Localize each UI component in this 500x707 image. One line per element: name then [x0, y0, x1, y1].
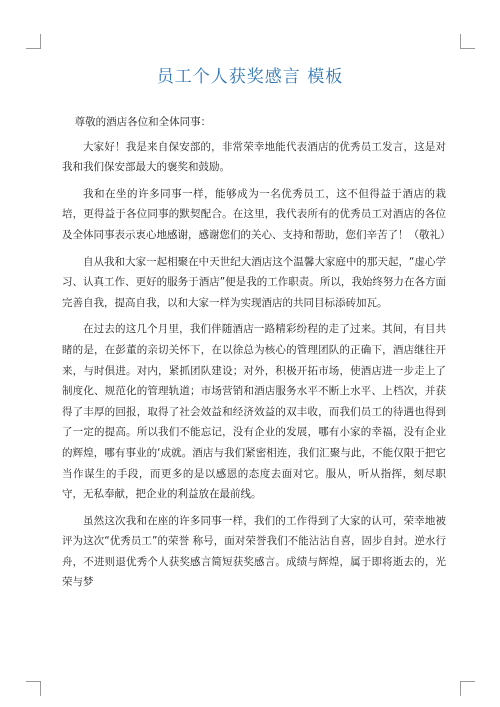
salutation: 尊敬的酒店各位和全体同事：: [74, 116, 212, 128]
paragraph-4: 在过去的这几个月里，我们伴随酒店一路精彩纷程的走了过来。其间，有目共睹的是，在彭董的亲切关怀下，在以徐总为核心的管理团队的正确下，酒店继往开来，与时俱进。对内，紧抓团队建设；对外，积极开拓市场，使酒店进一步走上了制度化、规范化的管理轨道；市场营销和酒店服务水平不断上水平、上档次，并获得了丰厚的回报，取得了社会效益和经济效益的双丰收，而我们员工的待遇也得到了一定的提高。所以我们不能忘记，没有企业的发展，哪有小家的幸福，没有企业的辉煌，哪有事业的‘成就。酒店与我们紧密相连，我们汇聚与此，不能仅限于把它当作谋生的手段，而更多的是以感恩的态度去面对它。服从，听从指挥，刻尽职守，无私奉献，把企业的利益放在最前线。: [62, 323, 446, 501]
crop-mark-top-right: [460, 34, 475, 49]
crop-mark-top-left: [26, 34, 41, 49]
paragraph-2: 我和在坐的许多同事一样，能够成为一名优秀员工，这不但得益于酒店的栽培，更得益于各位同事的默契配合。在这里，我代表所有的优秀员工对酒店的各位及全体同事表示衷心地感谢，感谢您们的关心、支持和帮助，您们辛苦了！（敬礼）: [62, 187, 451, 241]
crop-mark-bottom-left: [26, 681, 41, 696]
paragraph-5: 虽然这次我和在座的许多同事一样，我们的工作得到了大家的认可，荣幸地被评为这次“优秀员工”的荣誉 称号，面对荣誉我们不能沾沾自喜，固步自封。逆水行舟，不进则退优秀个人获奖感言简短获奖感言。成绩与辉煌，属于即将逝去的，光荣与梦: [62, 514, 446, 589]
paragraph-1: 大家好！我是来自保安部的，非常荣幸地能代表酒店的优秀员工发言，这是对我和我们保安部最大的褒奖和鼓励。: [62, 140, 446, 174]
document-title: 员工个人获奖感言 模板: [156, 67, 344, 87]
paragraph-3: 自从我和大家一起相聚在中天世纪大酒店这个温馨大家庭中的那天起，“虚心学习、认真工作、更好的服务于酒店”便是我的工作职责。所以，我始终努力在各方面完善自我，提高自我，以和大家一样为实现酒店的共同目标添砖加瓦。: [62, 255, 446, 309]
document-body: [62, 112, 451, 599]
crop-mark-bottom-right: [460, 681, 475, 696]
